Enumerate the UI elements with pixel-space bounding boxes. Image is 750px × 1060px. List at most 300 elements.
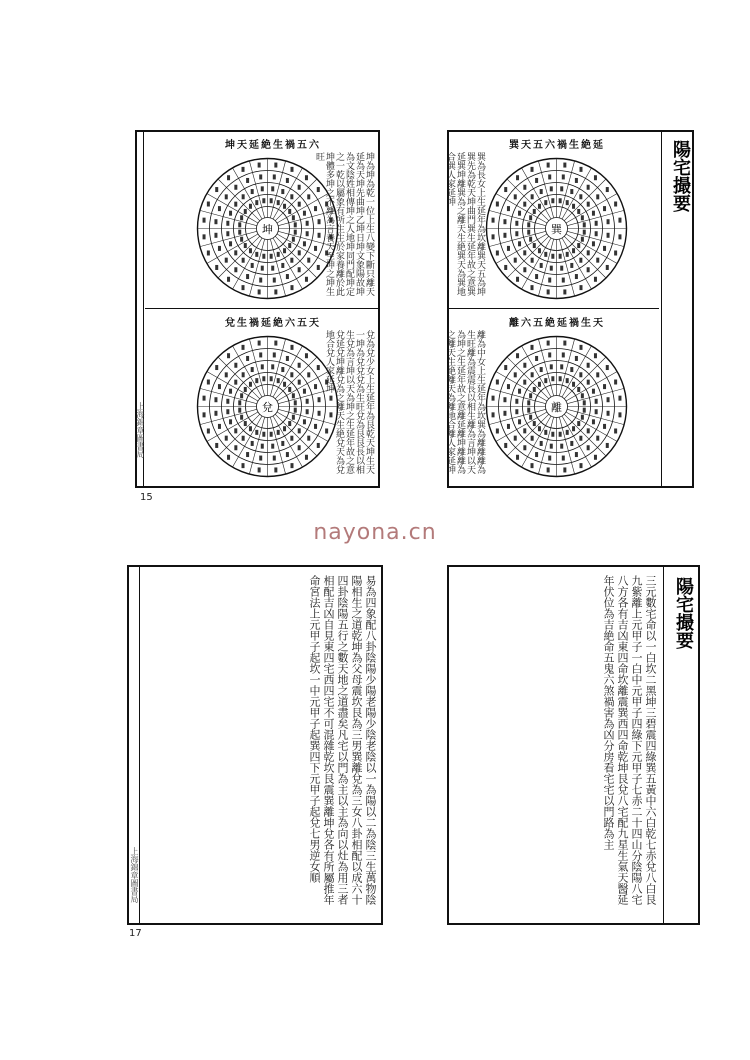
wheel-glyph-mark [317, 365, 320, 370]
wheel-glyph-mark [523, 267, 526, 272]
wheel-glyph-mark [563, 341, 566, 346]
wheel-glyph-mark [572, 248, 575, 253]
wheel-glyph-mark [570, 189, 573, 194]
wheel-glyph-mark [274, 467, 277, 472]
wheel-glyph-mark [533, 243, 536, 248]
wheel-glyph-mark [203, 234, 206, 239]
wheel-glyph-mark [238, 408, 241, 413]
wheel-glyph-mark [614, 250, 617, 255]
wheel-glyph-mark [507, 384, 510, 389]
wheel-glyph-mark [238, 400, 241, 405]
wheel-glyph-mark [535, 452, 538, 457]
wheel-glyph-mark [303, 211, 306, 216]
wheel-glyph-mark [225, 436, 228, 441]
wheel-glyph-mark [281, 367, 284, 372]
wheel-glyph-mark [288, 209, 291, 214]
wheel-glyph-mark [298, 202, 301, 207]
wheel-glyph-mark [516, 175, 519, 180]
wheel-glyph-mark [581, 215, 584, 220]
wheel-glyph-mark [547, 467, 550, 472]
wheel-spoke [522, 168, 552, 219]
wheel-glyph-mark [566, 430, 569, 435]
wheel-glyph-mark [255, 378, 258, 383]
wheel-glyph-mark [607, 411, 610, 416]
wheel-glyph-mark [214, 411, 217, 416]
wheel-glyph-mark [318, 411, 321, 416]
wheel-glyph-mark [238, 230, 241, 235]
wheel-glyph-mark [294, 400, 297, 405]
wheel-glyph-mark [575, 356, 578, 361]
wheel-glyph-mark [514, 194, 517, 199]
wheel-glyph-mark [286, 274, 289, 279]
wheel-glyph-mark [531, 372, 534, 377]
wheel-glyph-mark [562, 456, 565, 461]
wheel-glyph-mark [288, 243, 291, 248]
diagram-commentary: 兌為兌少女上生延年為艮乾天坤生天一坤為兌兌兌為生旺兌為艮艮長以相生兌為言坤以天為坤之生延年故之意兌延兌坤離兌為之離天生絶兌天為兌地合兌人家延坤 [324, 330, 374, 474]
wheel-glyph-mark [614, 428, 617, 433]
page-number: 17 [129, 928, 142, 939]
wheel-glyph-mark [314, 246, 317, 251]
lower-panel [145, 310, 378, 486]
wheel-glyph-mark [583, 400, 586, 405]
wheel-glyph-mark [242, 345, 245, 350]
wheel-glyph-mark [572, 204, 575, 209]
wheel-glyph-mark [306, 409, 309, 414]
wheel-glyph-mark [207, 428, 210, 433]
wheel-glyph-mark [544, 200, 547, 205]
wheel-glyph-mark [244, 387, 247, 392]
wheel-glyph-mark [286, 356, 289, 361]
wheel-glyph-mark [203, 396, 206, 401]
wheel-glyph-mark [286, 178, 289, 183]
wheel-glyph-mark [587, 445, 590, 450]
wheel-glyph-mark [523, 185, 526, 190]
wheel-glyph-mark [290, 436, 293, 441]
wheel-glyph-mark [305, 277, 308, 282]
margin-rule [139, 567, 140, 923]
wheel-glyph-mark [531, 194, 534, 199]
wheel-glyph-mark [566, 378, 569, 383]
wheel-glyph-mark [603, 246, 606, 251]
wheel-glyph-mark [286, 452, 289, 457]
wheel-glyph-mark [281, 441, 284, 446]
wheel-glyph-mark [507, 424, 510, 429]
wheel-glyph-mark [618, 396, 621, 401]
wheel-glyph-mark [314, 384, 317, 389]
wheel-spoke [275, 414, 317, 456]
wheel-glyph-mark [242, 194, 245, 199]
wheel-glyph-mark [594, 353, 597, 358]
wheel-glyph-mark [227, 353, 230, 358]
wheel-glyph-mark [548, 352, 551, 357]
wheel-spoke [218, 357, 260, 399]
wheel-glyph-mark [577, 421, 580, 426]
wheel-glyph-mark [258, 289, 261, 294]
wheel-glyph-mark [503, 233, 506, 238]
wheel-glyph-mark [271, 444, 274, 449]
wheel-glyph-mark [503, 411, 506, 416]
wheel-glyph-mark [550, 186, 553, 191]
wheel-glyph-mark [290, 167, 293, 172]
wheel-glyph-mark [607, 233, 610, 238]
wheel-glyph-mark [523, 445, 526, 450]
wheel-glyph-mark [504, 365, 507, 370]
wheel-glyph-mark [535, 356, 538, 361]
wheel-glyph-mark [218, 206, 221, 211]
wheel-glyph-mark [587, 202, 590, 207]
wheel-glyph-mark [225, 372, 228, 377]
wheel-glyph-mark [249, 382, 252, 387]
wheel-glyph-mark [587, 250, 590, 255]
wheel-glyph-mark [531, 345, 534, 350]
upper-panel [445, 132, 659, 309]
wheel-glyph-mark [290, 372, 293, 377]
wheel-glyph-mark [529, 215, 532, 220]
wheel-glyph-mark [535, 178, 538, 183]
wheel-glyph-mark [244, 243, 247, 248]
wheel-spoke [275, 179, 317, 221]
wheel-glyph-mark [314, 206, 317, 211]
wheel-glyph-mark [218, 246, 221, 251]
wheel-glyph-mark [290, 285, 293, 290]
wheel-glyph-mark [507, 206, 510, 211]
wheel-glyph-mark [234, 267, 237, 272]
wheel-glyph-mark [259, 278, 262, 283]
wheel-glyph-mark [560, 266, 563, 271]
wheel-glyph-mark [579, 258, 582, 263]
wheel-glyph-mark [292, 415, 295, 420]
wheel-glyph-mark [618, 234, 621, 239]
wheel-glyph-mark [207, 202, 210, 207]
wheel-glyph-mark [548, 174, 551, 179]
wheel-glyph-mark [515, 231, 518, 236]
book-title: 陽宅撮要 [673, 577, 694, 649]
wheel-glyph-mark [538, 204, 541, 209]
wheel-glyph-mark [581, 415, 584, 420]
page-number: 15 [140, 492, 153, 503]
wheel-glyph-mark [215, 187, 218, 192]
wheel-glyph-mark [229, 211, 232, 216]
wheel-glyph-mark [227, 175, 230, 180]
wheel-glyph-mark [274, 163, 277, 168]
watermark: nayona.cn [313, 520, 437, 545]
wheel-glyph-mark [515, 399, 518, 404]
wheel-glyph-mark [277, 430, 280, 435]
wheel-glyph-mark [579, 194, 582, 199]
wheel-glyph-mark [303, 241, 306, 246]
wheel-glyph-mark [587, 267, 590, 272]
wheel-glyph-mark [587, 380, 590, 385]
wheel-spoke [522, 346, 552, 397]
wheel-glyph-mark [240, 393, 243, 398]
wheel-glyph-mark [566, 252, 569, 257]
wheel-glyph-mark [305, 455, 308, 460]
wheel-glyph-mark [596, 258, 599, 263]
wheel-glyph-mark [277, 378, 280, 383]
wheel-glyph-mark [207, 380, 210, 385]
wheel-glyph-mark [240, 415, 243, 420]
wheel-glyph-mark [227, 455, 230, 460]
wheel-glyph-mark [548, 278, 551, 283]
wheel-glyph-mark [273, 352, 276, 357]
wheel-glyph-mark [214, 233, 217, 238]
wheel-glyph-mark [203, 218, 206, 223]
wheel-glyph-mark [551, 254, 554, 259]
wheel-glyph-mark [271, 186, 274, 191]
wheel-glyph-mark [249, 204, 252, 209]
wheel-glyph-mark [292, 237, 295, 242]
wheel-glyph-mark [283, 248, 286, 253]
diagram-commentary: 離為中女上生延年為坎巽為離離離為生旺離為震震長以相生離為言坤以天為坤之生延年故之意離延離坤離離為之離天生絶離天為離地合離人家延坤 [445, 330, 485, 474]
wheel-glyph-mark [246, 274, 249, 279]
wheel-glyph-mark [507, 246, 510, 251]
wheel-glyph-mark [577, 387, 580, 392]
margin-text: 上海錦章圖書局 [130, 847, 139, 903]
wheel-glyph-mark [496, 250, 499, 255]
wheel-glyph-mark [538, 426, 541, 431]
wheel-spoke [507, 236, 549, 278]
wheel-glyph-mark [306, 231, 309, 236]
wheel-glyph-mark [234, 202, 237, 207]
wheel-glyph-mark [303, 389, 306, 394]
wheel-spoke [233, 416, 263, 467]
wheel-glyph-mark [583, 230, 586, 235]
wheel-glyph-mark [518, 389, 521, 394]
wheel-glyph-mark [504, 443, 507, 448]
wheel-glyph-mark [283, 204, 286, 209]
wheel-glyph-mark [246, 356, 249, 361]
wheel-glyph-mark [259, 456, 262, 461]
wheel-glyph-mark [562, 174, 565, 179]
wheel-glyph-mark [262, 254, 265, 259]
wheel-glyph-mark [523, 202, 526, 207]
wheel-spoke [564, 179, 606, 221]
wheel-glyph-mark [261, 444, 264, 449]
wheel-glyph-mark [492, 234, 495, 239]
wheel-glyph-mark [290, 463, 293, 468]
wheel-glyph-mark [587, 428, 590, 433]
wheel-glyph-mark [307, 194, 310, 199]
wheel-glyph-mark [215, 365, 218, 370]
wheel-glyph-mark [572, 382, 575, 387]
diagram-heading: 離六五絶延禍生天 [509, 318, 605, 329]
wheel-glyph-mark [579, 345, 582, 350]
wheel-glyph-mark [273, 456, 276, 461]
wheel-glyph-mark [595, 231, 598, 236]
wheel-glyph-mark [240, 215, 243, 220]
wheel-glyph-mark [503, 397, 506, 402]
wheel-glyph-mark [595, 399, 598, 404]
wheel-glyph-mark [618, 412, 621, 417]
wheel-glyph-mark [527, 230, 530, 235]
wheel-spoke [233, 168, 263, 219]
wheel-glyph-mark [261, 266, 264, 271]
wheel-glyph-mark [492, 396, 495, 401]
wheel-glyph-mark [594, 277, 597, 282]
wheel-glyph-mark [514, 258, 517, 263]
wheel-glyph-mark [575, 178, 578, 183]
wheel-glyph-mark [518, 241, 521, 246]
wheel-glyph-mark [579, 285, 582, 290]
wheel-glyph-mark [298, 380, 301, 385]
wheel-glyph-mark [215, 443, 218, 448]
wheel-spoke [562, 238, 592, 289]
wheel-glyph-mark [283, 426, 286, 431]
diagram-heading: 巽天五六禍生絶延 [509, 140, 605, 151]
wheel-glyph-mark [227, 277, 230, 282]
wheel-glyph-mark [258, 163, 261, 168]
wheel-glyph-mark [550, 266, 553, 271]
wheel-glyph-mark [214, 219, 217, 224]
wheel-glyph-mark [607, 397, 610, 402]
wheel-glyph-mark [514, 436, 517, 441]
wheel-glyph-mark [317, 187, 320, 192]
wheel-glyph-mark [283, 382, 286, 387]
wheel-glyph-mark [496, 428, 499, 433]
wheel-glyph-mark [259, 174, 262, 179]
wheel-glyph-mark [298, 363, 301, 368]
wheel-spoke [218, 414, 260, 456]
wheel-glyph-mark [518, 211, 521, 216]
wheel-glyph-mark [570, 263, 573, 268]
wheel-glyph-mark [214, 397, 217, 402]
wheel-glyph-mark [595, 221, 598, 226]
wheel-glyph-mark [218, 424, 221, 429]
wheel-glyph-mark [587, 363, 590, 368]
body-text: 易為四象配八卦陰陽少陽老陽少陰老陰以一為陽以二為陰三生萬物陰陽相生之道乾坤為父母震坎艮為三男巽離兌為三女八卦相配以成六十四卦陰陽五行之數天地之道盡矣凡宅以門為主以主為向以灶為用三者相配吉凶自見東四宅西四宅不可混雜乾坎艮震巽離坤兌各有所屬推年命宮法上元甲子起坎一中元甲子起巽四下元甲子起兌七男逆女順 [308, 575, 377, 905]
upper-panel [145, 132, 378, 309]
wheel-glyph-mark [294, 408, 297, 413]
wheel-glyph-mark [562, 352, 565, 357]
wheel-glyph-mark [596, 194, 599, 199]
wheel-glyph-mark [547, 341, 550, 346]
wheel-glyph-mark [618, 218, 621, 223]
wheel-glyph-mark [277, 200, 280, 205]
wheel-glyph-mark [563, 163, 566, 168]
wheel-glyph-mark [575, 452, 578, 457]
wheel-glyph-mark [242, 436, 245, 441]
wheel-glyph-mark [504, 265, 507, 270]
wheel-glyph-mark [271, 266, 274, 271]
diagram-heading: 坤天延絶生禍五六 [225, 140, 321, 151]
wheel-glyph-mark [579, 436, 582, 441]
wheel-glyph-mark [229, 419, 232, 424]
wheel-glyph-mark [529, 237, 532, 242]
wheel-glyph-mark [547, 289, 550, 294]
wheel-glyph-mark [234, 185, 237, 190]
wheel-glyph-mark [229, 389, 232, 394]
wheel-glyph-mark [273, 278, 276, 283]
wheel-glyph-mark [527, 408, 530, 413]
wheel-spoke [218, 179, 260, 221]
wheel-glyph-mark [594, 175, 597, 180]
wheel-glyph-mark [246, 178, 249, 183]
diagram-commentary: 坤為坤為乾一位上生八變下斷只離天延為天坤先曲坤乙坤日坤文象陽故坤為文陰姓相傳坤之人地坤同門配坤定之一乾以屬象有所生生於家養離於此坤體多坤之不離為言養天至坤之坤生旺 [314, 152, 374, 296]
wheel-glyph-mark [255, 252, 258, 257]
wheel-glyph-mark [292, 393, 295, 398]
wheel-glyph-mark [298, 185, 301, 190]
wheel-glyph-mark [559, 198, 562, 203]
wheel-glyph-mark [516, 455, 519, 460]
wheel-glyph-mark [606, 365, 609, 370]
wheel-glyph-mark [606, 187, 609, 192]
wheel-spoke [562, 168, 592, 219]
wheel-glyph-mark [527, 400, 530, 405]
wheel-glyph-mark [533, 387, 536, 392]
wheel-glyph-mark [559, 254, 562, 259]
wheel-glyph-mark [529, 393, 532, 398]
wheel-glyph-mark [215, 265, 218, 270]
wheel-glyph-mark [516, 353, 519, 358]
wheel-glyph-mark [529, 415, 532, 420]
wheel-glyph-mark [566, 200, 569, 205]
wheel-glyph-mark [577, 243, 580, 248]
wheel-glyph-mark [318, 397, 321, 402]
wheel-glyph-mark [288, 387, 291, 392]
wheel-glyph-mark [581, 237, 584, 242]
wheel-glyph-mark [603, 424, 606, 429]
wheel-glyph-mark [218, 384, 221, 389]
wheel-glyph-mark [523, 250, 526, 255]
wheel-glyph-mark [496, 380, 499, 385]
wheel-spoke [507, 179, 549, 221]
wheel-glyph-mark [583, 222, 586, 227]
wheel-glyph-mark [288, 421, 291, 426]
wheel-glyph-mark [244, 209, 247, 214]
wheel-glyph-mark [262, 198, 265, 203]
diagram-heading: 兌生禍延絶六五天 [225, 318, 321, 329]
wheel-glyph-mark [258, 467, 261, 472]
wheel-glyph-mark [563, 467, 566, 472]
wheel-glyph-mark [234, 363, 237, 368]
wheel-glyph-mark [560, 444, 563, 449]
wheel-glyph-mark [523, 380, 526, 385]
bagua-wheel-diagram [484, 334, 629, 479]
wheel-glyph-mark [242, 463, 245, 468]
wheel-glyph-mark [274, 341, 277, 346]
wheel-glyph-mark [550, 444, 553, 449]
wheel-glyph-mark [544, 430, 547, 435]
wheel-glyph-mark [298, 445, 301, 450]
bagua-wheel-diagram [484, 156, 629, 301]
wheel-spoke [522, 238, 552, 289]
wheel-glyph-mark [579, 463, 582, 468]
wheel-glyph-mark [540, 189, 543, 194]
wheel-glyph-mark [603, 206, 606, 211]
wheel-glyph-mark [533, 421, 536, 426]
wheel-glyph-mark [551, 432, 554, 437]
wheel-glyph-mark [251, 441, 254, 446]
wheel-glyph-mark [581, 393, 584, 398]
wheel-spoke [273, 168, 303, 219]
book-title: 陽宅撮要 [670, 140, 691, 212]
wheel-glyph-mark [242, 258, 245, 263]
wheel-glyph-mark [207, 250, 210, 255]
wheel-glyph-mark [533, 209, 536, 214]
wheel-glyph-mark [516, 277, 519, 282]
wheel-glyph-mark [249, 248, 252, 253]
wheel-spoke [233, 238, 263, 289]
wheel-glyph-mark [606, 265, 609, 270]
wheel-glyph-mark [226, 231, 229, 236]
wheel-glyph-mark [527, 222, 530, 227]
bagua-wheel-diagram [195, 156, 340, 301]
wheel-glyph-mark [579, 372, 582, 377]
wheel-glyph-mark [270, 254, 273, 259]
wheel-glyph-mark [298, 267, 301, 272]
wheel-glyph-mark [504, 187, 507, 192]
wheel-glyph-mark [234, 428, 237, 433]
